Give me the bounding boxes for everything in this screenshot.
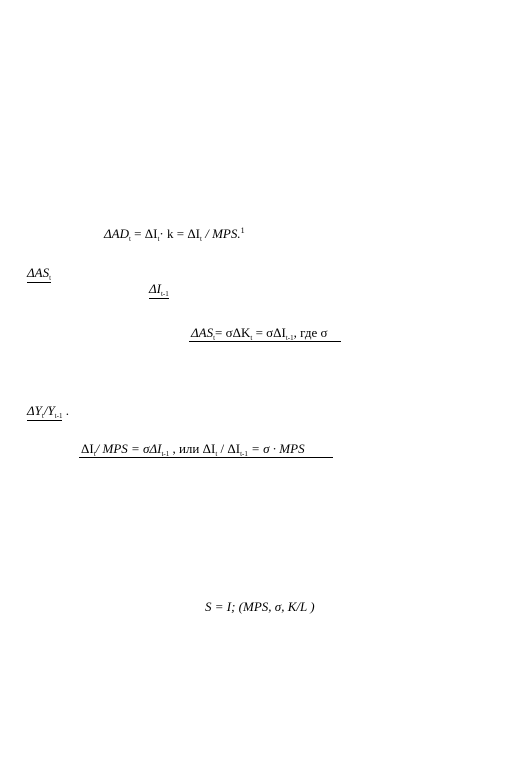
formula-growth-rate: $\Delta Y_t/Y_{t-1}$ .	[27, 403, 69, 420]
formula-as-sigma: $\Delta AS_t= \sigma\Delta K_t = \sigma\Delta I_{t-1}$, где σ	[191, 325, 328, 342]
formula-as-sigma-underline	[189, 341, 341, 342]
formula-ad-multiplier: $\Delta AD_t = \Delta I_t\cdot k = \Delta I_t / MPS.^1$	[104, 226, 245, 243]
formula-investment-growth-underline	[79, 457, 333, 458]
formula-delta-i-lag: $\Delta I_{t-1}$	[149, 281, 169, 298]
formula-delta-as: $\Delta AS_t$	[27, 265, 52, 282]
formula-investment-growth: $\Delta I_t/$ MPS = σΔI$_{t-1}$ , или $\Delta I_t / \Delta I_{t-1} = \sigma$ · MPS	[81, 441, 305, 458]
formula-equilibrium: S = I; (MPS, σ, K/L )	[205, 599, 315, 614]
